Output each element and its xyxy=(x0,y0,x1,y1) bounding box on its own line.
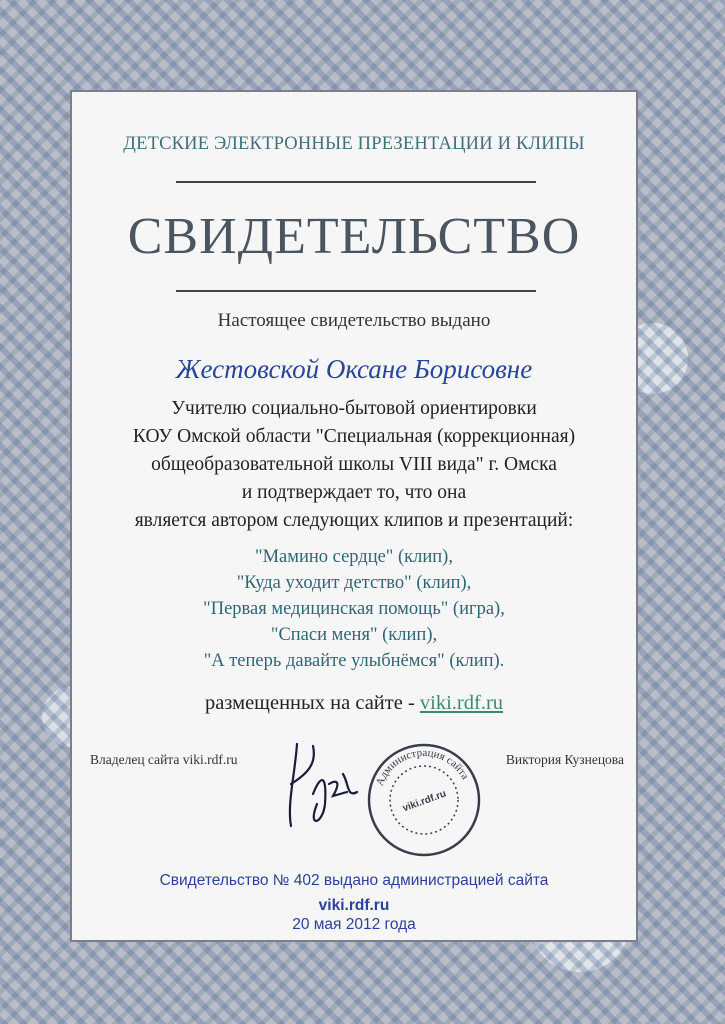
body-line: Учителю социально-бытовой ориентировки xyxy=(171,398,537,419)
svg-text:Администрация сайта xyxy=(374,747,472,788)
issued-text: Настоящее свидетельство выдано xyxy=(217,310,491,331)
bottom-divider xyxy=(176,290,536,292)
site-prefix: размещенных на сайте - xyxy=(204,692,420,714)
body-line: общеобразовательной школы VIII вида" г. Омска xyxy=(151,454,557,475)
work-item: "Спаси меня" (клип), xyxy=(270,625,438,645)
certificate-panel xyxy=(70,90,638,942)
top-divider xyxy=(176,181,536,183)
certificate-header: ДЕТСКИЕ ЭЛЕКТРОННЫЕ ПРЕЗЕНТАЦИИ И КЛИПЫ xyxy=(123,134,585,154)
work-item: "А теперь давайте улыбнёмся" (клип). xyxy=(203,651,505,671)
recipient-name: Жестовской Оксане Борисовне xyxy=(175,354,533,384)
certificate-site: viki.rdf.ru xyxy=(318,897,390,914)
stamp-seal xyxy=(364,740,484,860)
owner-name: Виктория Кузнецова xyxy=(505,752,624,767)
site-link[interactable]: viki.rdf.ru xyxy=(419,692,504,714)
stamp-ring-text: Администрация сайта xyxy=(373,746,472,788)
body-line: является автором следующих клипов и презентаций: xyxy=(134,510,574,531)
certificate-number: Свидетельство № 402 выдано администрацией сайта xyxy=(159,872,549,889)
site-line xyxy=(72,692,636,715)
work-item: "Мамино сердце" (клип), xyxy=(255,547,453,567)
owner-label: Владелец сайта viki.rdf.ru xyxy=(90,752,238,767)
stamp-center-text: viki.rdf.ru xyxy=(401,788,448,815)
certificate-title: СВИДЕТЕЛЬСТВО xyxy=(127,208,581,265)
work-item: "Куда уходит детство" (клип), xyxy=(236,573,472,593)
body-line: КОУ Омской области "Специальная (коррекционная) xyxy=(132,426,576,447)
signature-image xyxy=(277,734,367,834)
work-item: "Первая медицинская помощь" (игра), xyxy=(203,599,505,619)
certificate-date: 20 мая 2012 года xyxy=(292,916,416,933)
body-line: и подтверждает то, что она xyxy=(241,482,467,503)
